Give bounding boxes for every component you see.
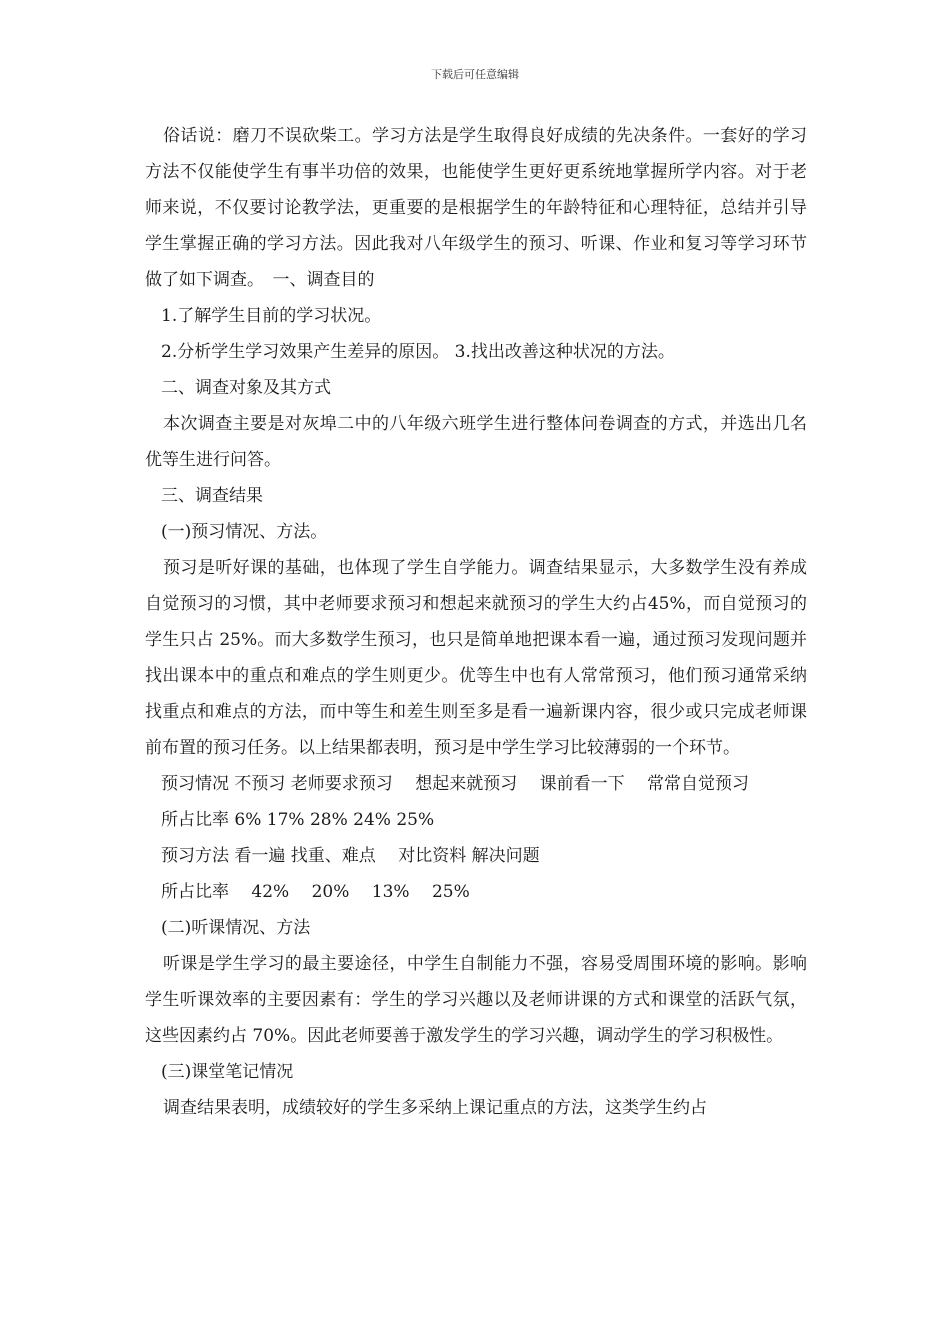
purpose-item-1: 1.了解学生目前的学习状况。 [161,306,382,326]
page-header-note: 下载后可任意编辑 [431,68,519,81]
preview-situation-row: 预习情况 不预习 老师要求预习 想起来就预习 课前看一下 常常自觉预习 [161,774,750,794]
section-heading-2: 二、调查对象及其方式 [161,378,331,398]
preview-situation-ratio-row: 所占比率 6% 17% 28% 24% 25% [161,810,435,830]
intro-paragraph: 俗话说：磨刀不误砍柴工。学习方法是学生取得良好成绩的先决条件。一套好的学习方法不仅能使学生有事半功倍的效果，也能使学生更好更系统地掌握所学内容。对于老师来说，不仅要讨论教学法，更重要的是根据学生的年龄特征和心理特征，总结并引导学生掌握正确的学习方法。因此我对八年级学生的预习、听课、作业和复习等学习环节做了如下调查。 一、调查目的 [145,126,807,290]
survey-method-paragraph: 本次调查主要是对灰埠二中的八年级六班学生进行整体问卷调查的方式，并选出几名优等生进行问答。 [145,414,807,470]
listening-paragraph: 听课是学生学习的最主要途径，中学生自制能力不强，容易受周围环境的影响。影响学生听课效率的主要因素有：学生的学习兴趣以及老师讲课的方式和课堂的活跃气氛，这些因素约占 70%。因此老师要善于激发学生的学习兴趣，调动学生的学习积极性。 [145,954,807,1046]
document-body [145,118,807,1126]
preview-method-row: 预习方法 看一遍 找重、难点 对比资料 解决问题 [161,846,540,866]
section-heading-3: 三、调查结果 [161,486,263,506]
subsection-heading-1: (一)预习情况、方法。 [161,522,328,542]
subsection-heading-3: (三)课堂笔记情况 [161,1062,294,1082]
notes-paragraph: 调查结果表明，成绩较好的学生多采纳上课记重点的方法，这类学生约占 [163,1098,707,1118]
subsection-heading-2: (二)听课情况、方法 [161,918,311,938]
preview-method-ratio-row: 所占比率 42% 20% 13% 25% [161,882,470,902]
purpose-item-2-3: 2.分析学生学习效果产生差异的原因。 3.找出改善这种状况的方法。 [161,342,675,362]
preview-paragraph: 预习是听好课的基础，也体现了学生自学能力。调查结果显示，大多数学生没有养成自觉预习的习惯，其中老师要求预习和想起来就预习的学生大约占45%，而自觉预习的学生只占 25%。而大多数学生预习，也只是简单地把课本看一遍，通过预习发现问题并找出课本中的重点和难点的学生则更少。优等生中也有人常常预习，他们预习通常采纳找重点和难点的方法，而中等生和差生则至多是看一遍新课内容，很少或只完成老师课前布置的预习任务。以上结果都表明，预习是中学生学习比较薄弱的一个环节。 [145,558,807,758]
